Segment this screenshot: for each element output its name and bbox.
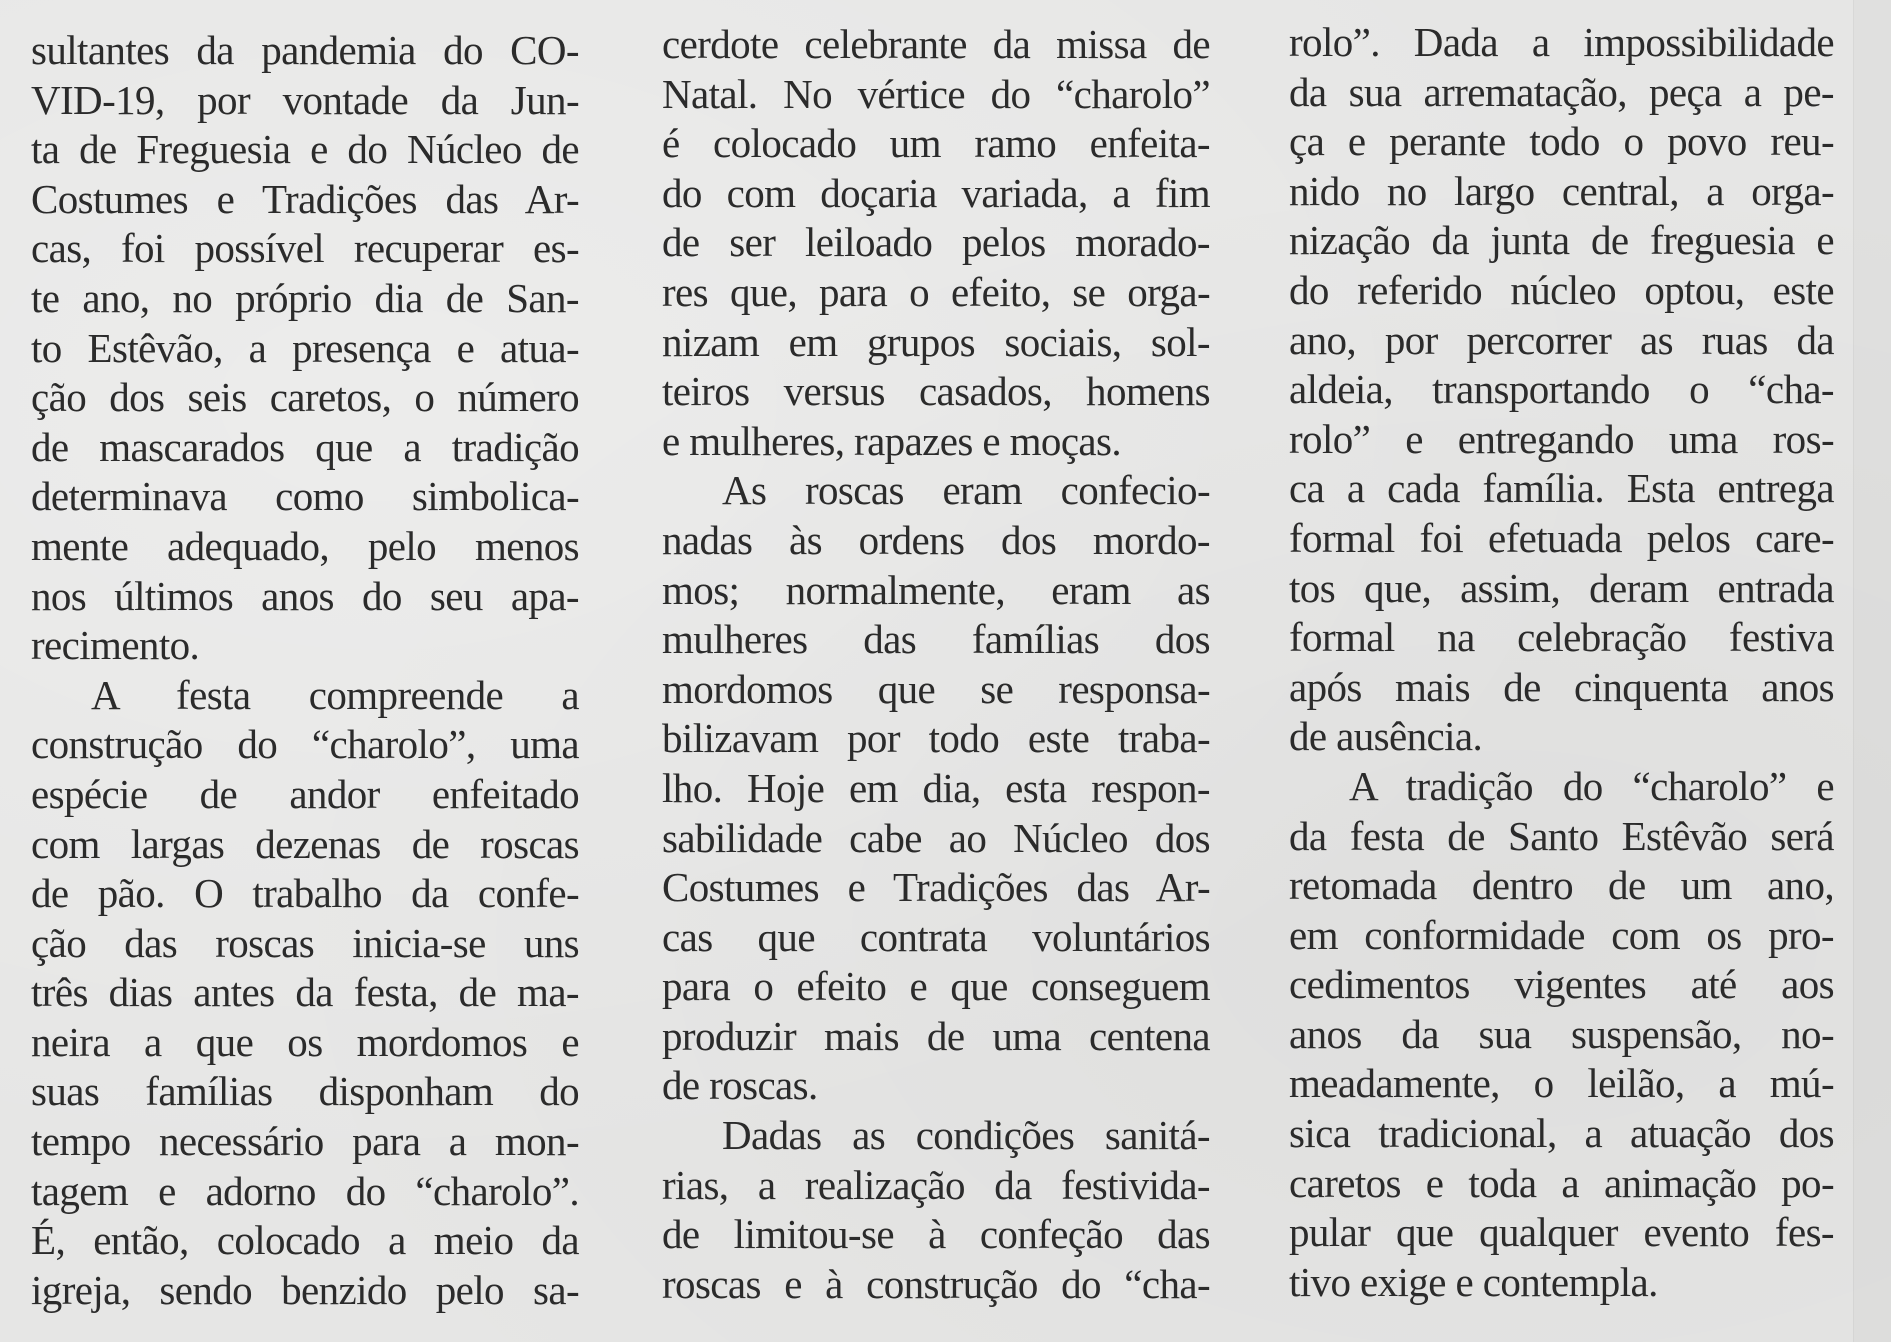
text-line: é colocado um ramo enfeita- [662,120,1210,167]
text-line: mos; normalmente, eram as [662,566,1210,613]
text-line: anos da sua suspensão, no- [1289,1010,1834,1057]
text-line: Costumes e Tradições das Ar- [31,175,579,222]
text-line: nos últimos anos do seu apa- [31,572,579,619]
text-line: ano, por percorrer as ruas da [1289,316,1834,363]
text-line: ça e perante todo o povo reu- [1289,118,1834,165]
text-line: roscas e à construção do “cha- [662,1260,1210,1307]
text-line: rolo”. Dada a impossibilidade [1289,19,1834,65]
text-line: em conformidade com os pro- [1289,911,1834,958]
text-line: espécie de andor enfeitado [31,770,579,817]
text-line: do com doçaria variada, a fim [662,169,1210,216]
text-line: ta de Freguesia e do Núcleo de [31,126,579,173]
text-line: pular que qualquer evento fes- [1289,1209,1834,1256]
text-line: nizam em grupos sociais, sol- [662,318,1210,365]
text-line: to Estêvão, a presença e atua- [31,324,579,371]
text-line: tos que, assim, deram entrada [1289,564,1834,611]
paragraph-first-line: A festa compreende a [91,671,579,718]
text-line: de mascarados que a tradição [31,423,579,470]
text-line: três dias antes da festa, de ma- [31,969,579,1016]
text-line: da festa de Santo Estêvão será [1289,812,1834,859]
text-line: retomada dentro de um ano, [1289,862,1834,909]
text-line: rolo” e entregando uma ros- [1289,415,1834,462]
text-line: nadas às ordens dos mordo- [662,516,1210,563]
text-line: caretos e toda a animação po- [1289,1159,1834,1206]
text-line: nização da junta de freguesia e [1289,217,1834,264]
text-line: aldeia, transportando o “cha- [1289,366,1834,413]
text-line: VID-19, por vontade da Jun- [31,76,579,123]
text-line: cas que contrata voluntários [662,913,1210,960]
text-line: cedimentos vigentes até aos [1289,961,1834,1008]
text-line: construção do “charolo”, uma [31,721,579,768]
text-line: formal na celebração festiva [1289,614,1834,661]
text-line: formal foi efetuada pelos care- [1289,514,1834,561]
text-line: sica tradicional, a atuação dos [1289,1110,1834,1157]
text-line: ca a cada família. Esta entrega [1289,465,1834,512]
text-line: Costumes e Tradições das Ar- [662,864,1210,911]
text-line: mulheres das famílias dos [662,616,1210,663]
text-line: da sua arrematação, peça a pe- [1289,68,1834,115]
text-line: É, então, colocado a meio da [31,1217,579,1264]
text-line: rias, a realização da festivida- [662,1161,1210,1208]
text-line: suas famílias disponham do [31,1068,579,1115]
text-line: ção dos seis caretos, o número [31,374,579,421]
text-line: lho. Hoje em dia, esta respon- [662,764,1210,811]
text-line: tivo exige e contempla. [1289,1258,1658,1305]
text-line: e mulheres, rapazes e moças. [662,417,1122,464]
text-line: de ausência. [1289,713,1483,760]
paragraph-first-line: Dadas as condições sanitá- [722,1112,1210,1159]
text-line: determinava como simbolica- [31,473,579,520]
text-line: igreja, sendo benzido pelo sa- [31,1266,579,1313]
text-line: bilizavam por todo este traba- [662,715,1210,762]
text-line: res que, para o efeito, se orga- [662,268,1210,315]
text-line: recimento. [31,622,200,669]
text-line: Natal. No vértice do “charolo” [662,70,1210,117]
text-line: meadamente, o leilão, a mú- [1289,1060,1834,1107]
text-line: tagem e adorno do “charolo”. [31,1167,579,1214]
text-line: ção das roscas inicia-se uns [31,919,579,966]
text-line: com largas dezenas de roscas [31,820,579,867]
text-line: mordomos que se responsa- [662,665,1210,712]
text-line: mente adequado, pelo menos [31,522,579,569]
article-column-3 [1289,18,1834,1307]
text-line: do referido núcleo optou, este [1289,266,1834,313]
paragraph-first-line: A tradição do “charolo” e [1349,762,1834,809]
text-line: cerdote celebrante da missa de [662,21,1210,67]
text-line: de roscas. [662,1062,818,1109]
text-line: para o efeito e que conseguem [662,963,1210,1010]
text-line: teiros versus casados, homens [662,368,1210,415]
text-line: tempo necessário para a mon- [31,1118,579,1165]
text-line: produzir mais de uma centena [662,1012,1210,1059]
page-edge-strip [1854,0,1891,1342]
text-line: neira a que os mordomos e [31,1018,579,1065]
text-line: após mais de cinquenta anos [1289,663,1834,710]
article-column-1 [31,26,579,1315]
article-column-2 [662,20,1210,1309]
text-line: sabilidade cabe ao Núcleo dos [662,814,1210,861]
text-line: nido no largo central, a orga- [1289,167,1834,214]
text-line: de ser leiloado pelos morado- [662,219,1210,266]
text-line: de pão. O trabalho da confe- [31,870,579,917]
text-line: sultantes da pandemia do CO- [31,27,579,73]
text-line: de limitou-se à confeção das [662,1211,1210,1258]
text-line: cas, foi possível recuperar es- [31,225,579,272]
paragraph-first-line: As roscas eram confecio- [722,467,1210,514]
text-line: te ano, no próprio dia de San- [31,274,579,321]
